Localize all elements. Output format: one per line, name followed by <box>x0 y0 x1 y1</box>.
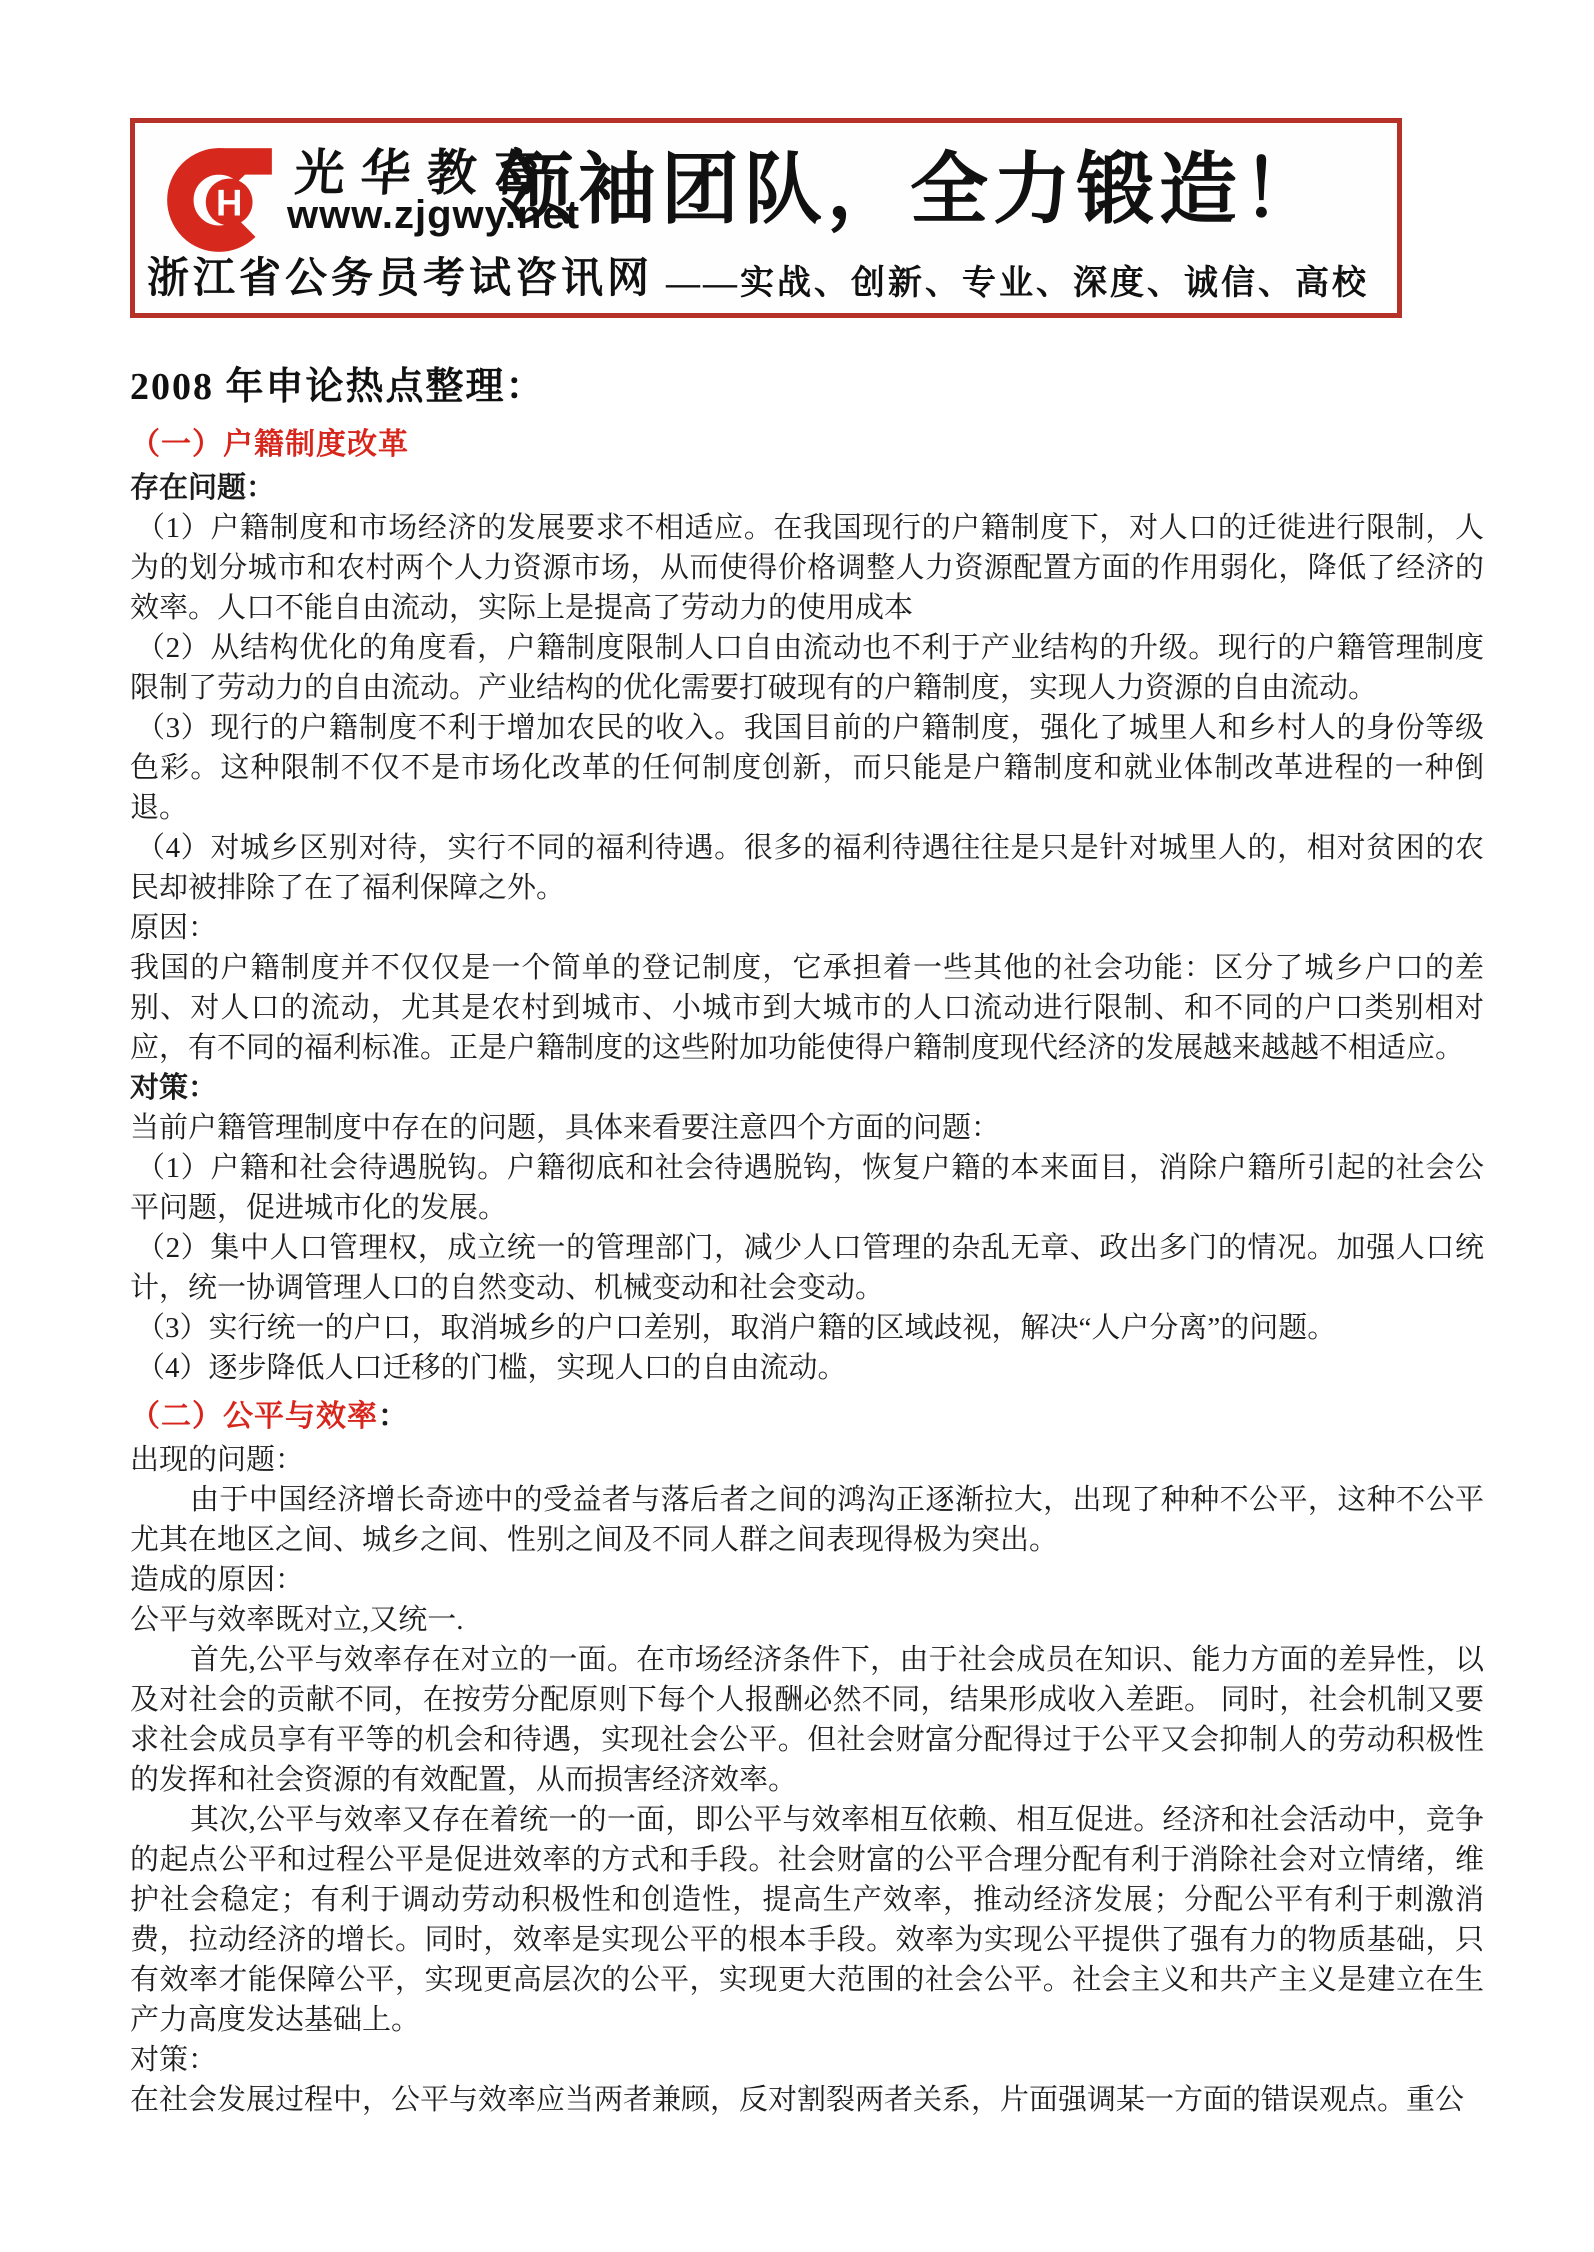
section-2-heading-colon: ： <box>378 1400 409 1433</box>
logo-graphic <box>161 137 277 259</box>
section-2-solution-label: 对策： <box>130 2044 218 2076</box>
section-1-problem-item-4: （4）对城乡区别对待，实行不同的福利待遇。很多的福利待遇往往是只是针对城里人的，相对贫困的农民却被排除了在了福利保障之外。 <box>130 832 1484 904</box>
section-1-solution-item-4: （4）逐步降低人口迁移的门槛，实现人口的自由流动。 <box>136 1352 847 1384</box>
site-name: 浙江省公务员考试咨讯网 <box>147 256 654 302</box>
header-banner <box>130 118 1402 318</box>
section-1-reason-label: 原因： <box>130 912 218 944</box>
document-body <box>130 318 1484 2120</box>
section-2-cause-label: 造成的原因： <box>130 1564 305 1596</box>
section-1-problem-item-2: （2）从结构优化的角度看，户籍制度限制人口自由流动也不利于产业结构的升级。现行的户籍管理制度限制了劳动力的自由流动。产业结构的优化需要打破现有的户籍制度，实现人力资源的自由流动。 <box>130 632 1484 704</box>
slogan: 领袖团队，全力锻造！ <box>494 145 1325 233</box>
section-1-solution-intro: 当前户籍管理制度中存在的问题，具体来看要注意四个方面的问题： <box>130 1112 1001 1144</box>
section-1-problems-label: 存在问题： <box>130 472 276 504</box>
section-1-solution-item-3: （3）实行统一的户口，取消城乡的户口差别，取消户籍的区域歧视，解决“人户分离”的问题。 <box>136 1312 1337 1344</box>
section-1-problem-item-1: （1）户籍制度和市场经济的发展要求不相适应。在我国现行的户籍制度下，对人口的迁徙进行限制，人为的划分城市和农村两个人力资源市场，从而使得价格调整人力资源配置方面的作用弱化，降低了经济的效率。人口不能自由流动，实际上是提高了劳动力的使用成本 <box>130 512 1484 624</box>
section-2-solution-text: 在社会发展过程中，公平与效率应当两者兼顾，反对割裂两者关系，片面强调某一方面的错误观点。重公 <box>130 2084 1465 2116</box>
section-1-solution-item-1: （1）户籍和社会待遇脱钩。户籍彻底和社会待遇脱钩，恢复户籍的本来面目，消除户籍所引起的社会公平问题，促进城市化的发展。 <box>130 1152 1484 1224</box>
section-1-solution-item-2: （2）集中人口管理权，成立统一的管理部门，减少人口管理的杂乱无章、政出多门的情况。加强人口统计，统一协调管理人口的自然变动、机械变动和社会变动。 <box>130 1232 1484 1304</box>
section-2-cause-first: 首先,公平与效率存在对立的一面。在市场经济条件下，由于社会成员在知识、能力方面的差异性，以及对社会的贡献不同，在按劳分配原则下每个人报酬必然不同，结果形成收入差距。 同时，社会机制又要求社会成员享有平等的机会和待遇，实现社会公平。但社会财富分配得过于公平又会抑制人的劳动积极性的发挥和社会资源的有效配置，从而损害经济效率。 <box>130 1644 1484 1796</box>
svg-text:H: H <box>215 182 243 224</box>
section-2-heading-text: （二）公平与效率 <box>130 1400 378 1433</box>
section-1-heading: （一）户籍制度改革 <box>130 428 409 461</box>
section-2-cause-second: 其次,公平与效率又存在着统一的一面，即公平与效率相互依赖、相互促进。经济和社会活动中，竞争的起点公平和过程公平是促进效率的方式和手段。社会财富的公平合理分配有利于消除社会对立情绪，维护社会稳定；有利于调动劳动积极性和创造性，提高生产效率，推动经济发展；分配公平有利于刺激消费，拉动经济的增长。同时，效率是实现公平的根本手段。效率为实现公平提供了强有力的物质基础，只有效率才能保障公平，实现更高层次的公平，实现更大范围的社会公平。社会主义和共产主义是建立在生产力高度发达基础上。 <box>130 1804 1484 2036</box>
sub-slogan: ——实战、创新、专业、深度、诚信、高校 <box>666 265 1369 302</box>
page-title: 2008 年申论热点整理： <box>130 366 546 408</box>
section-1-reason-text: 我国的户籍制度并不仅仅是一个简单的登记制度，它承担着一些其他的社会功能：区分了城乡户口的差别、对人口的流动，尤其是农村到城市、小城市到大城市的人口流动进行限制、和不同的户口类别相对应，有不同的福利标准。正是户籍制度的这些附加功能使得户籍制度现代经济的发展越来越越不相适应。 <box>130 952 1484 1064</box>
section-2-cause-intro: 公平与效率既对立,又统一. <box>130 1604 464 1636</box>
section-2-heading <box>130 1394 1484 1440</box>
brand-name: 光华教育 <box>293 145 561 201</box>
website-url: www.zjgwy.net <box>287 193 581 237</box>
section-1-solution-label: 对策： <box>130 1072 218 1104</box>
section-1-problem-item-3: （3）现行的户籍制度不利于增加农民的收入。我国目前的户籍制度，强化了城里人和乡村人的身份等级色彩。这种限制不仅不是市场化改革的任何制度创新，而只能是户籍制度和就业体制改革进程的一种倒退。 <box>130 712 1484 824</box>
section-2-problems-label: 出现的问题： <box>130 1444 305 1476</box>
section-2-problem-text: 由于中国经济增长奇迹中的受益者与落后者之间的鸿沟正逐渐拉大，出现了种种不公平，这种不公平尤其在地区之间、城乡之间、性别之间及不同人群之间表现得极为突出。 <box>130 1484 1484 1556</box>
